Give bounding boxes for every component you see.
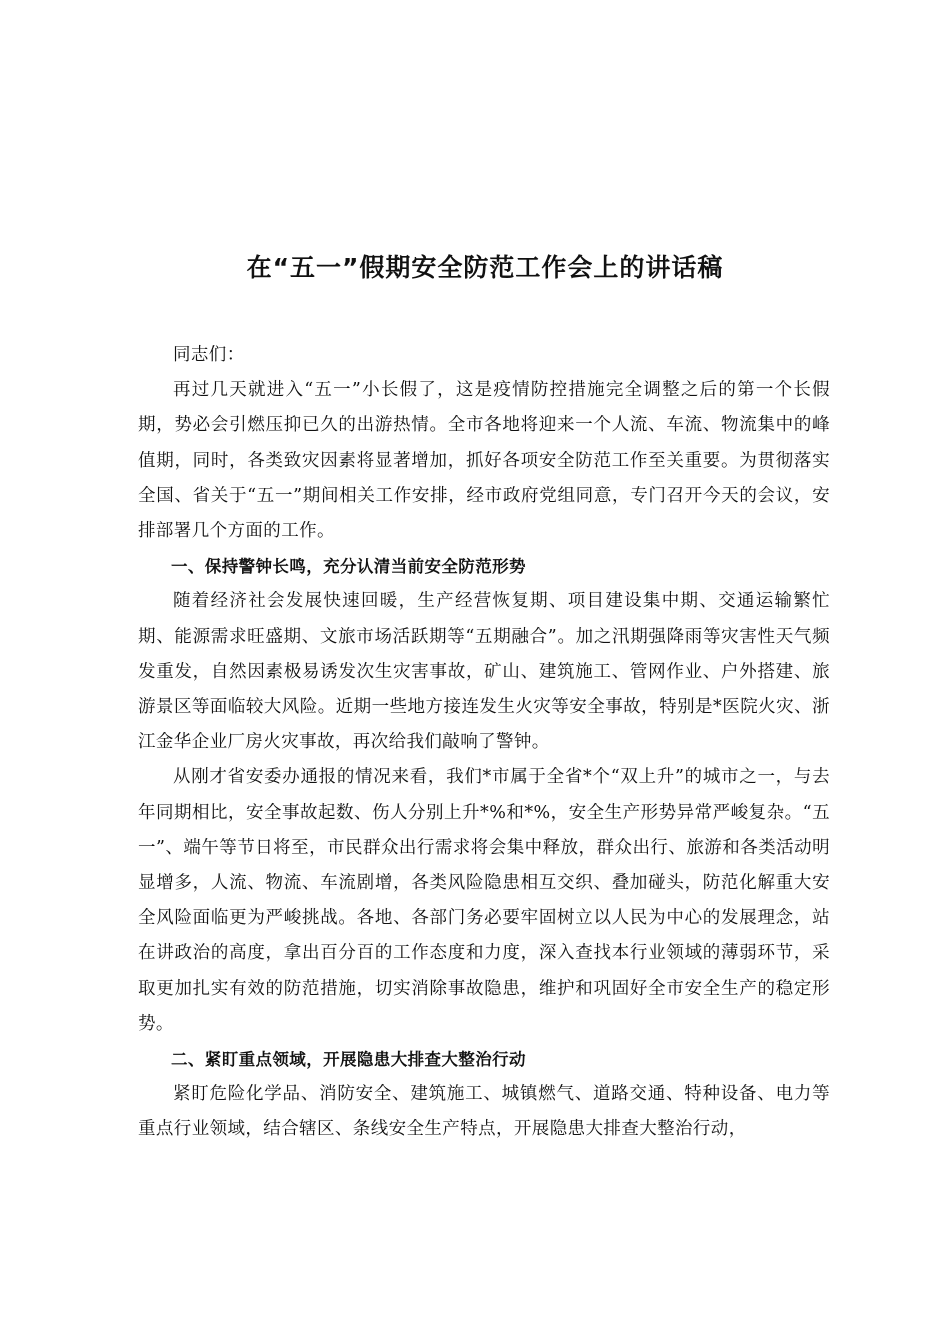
paragraph-intro: 再过几天就进入“五一”小长假了，这是疫情防控措施完全调整之后的第一个长假期，势必会引燃压抑已久的出游热情。全市各地将迎来一个人流、车流、物流集中的峰值期，同时，各类致灾因素将显著增加，抓好各项安全防范工作至关重要。为贯彻落实全国、省关于“五一”期间相关工作安排，经市政府党组同意，专门召开今天的会议，安排部署几个方面的工作。 — [138, 380, 830, 542]
paragraph-inspection: 紧盯危险化学品、消防安全、建筑施工、城镇燃气、道路交通、特种设备、电力等重点行业领域，结合辖区、条线安全生产特点，开展隐患大排查大整治行动， — [138, 1084, 830, 1140]
salutation: 同志们： — [173, 345, 245, 365]
document-body — [138, 338, 830, 1148]
paragraph-report: 从刚才省安委办通报的情况来看，我们*市属于全省*个“双上升”的城市之一，与去年同期相比，安全事故起数、伤人分别上升*%和*%，安全生产形势异常严峻复杂。“五一”、端午等节日将至，市民群众出行需求将会集中释放，群众出行、旅游和各类活动明显增多，人流、物流、车流剧增，各类风险隐患相互交织、叠加碰头，防范化解重大安全风险面临更为严峻挑战。各地、各部门务必要牢固树立以人民为中心的发展理念，站在讲政治的高度，拿出百分百的工作态度和力度，深入查找本行业领域的薄弱环节，采取更加扎实有效的防范措施，切实消除事故隐患，维护和巩固好全市安全生产的稳定形势。 — [138, 767, 830, 1034]
paragraph-situation: 随着经济社会发展快速回暖，生产经营恢复期、项目建设集中期、交通运输繁忙期、能源需求旺盛期、文旅市场活跃期等“五期融合”。加之汛期强降雨等灾害性天气频发重发，自然因素极易诱发次生灾害事故，矿山、建筑施工、管网作业、户外搭建、旅游景区等面临较大风险。近期一些地方接连发生火灾等安全事故，特别是*医院火灾、浙江金华企业厂房火灾事故，再次给我们敲响了警钟。 — [138, 591, 830, 753]
document-title: 在“五一”假期安全防范工作会上的讲话稿 — [246, 253, 724, 282]
section-heading-1: 一、保持警钟长鸣，充分认清当前安全防范形势 — [171, 557, 526, 577]
section-heading-2: 二、紧盯重点领域，开展隐患大排查大整治行动 — [171, 1050, 526, 1070]
